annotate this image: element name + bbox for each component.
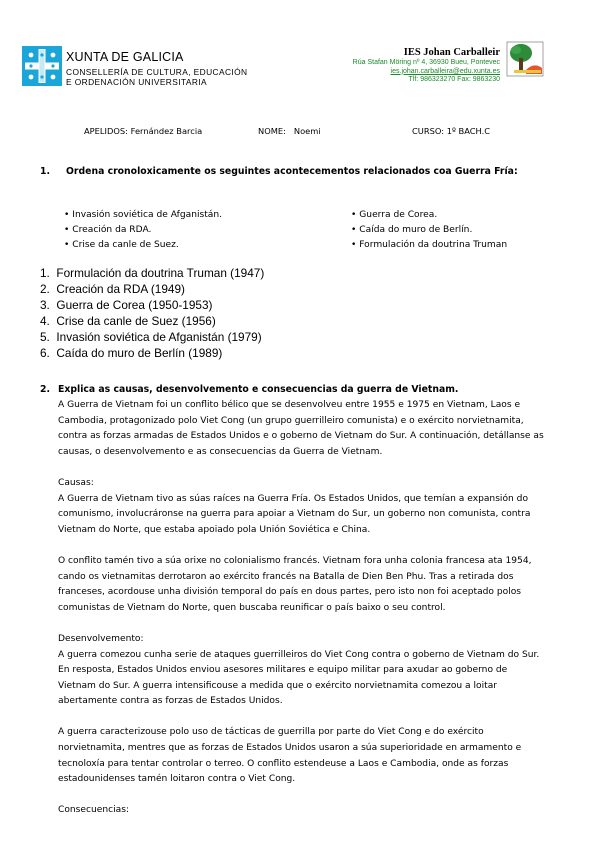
question-1-number: 1. [40, 166, 51, 177]
answer-item: 5. Invasión soviética de Afganistán (1979) [40, 330, 262, 344]
answer-item: 2. Creación da RDA (1949) [40, 282, 185, 296]
q1-bullet-left-2: • Creación da RDA. [64, 225, 152, 235]
desenvolvemento-heading: Desenvolvemento: [58, 633, 144, 644]
answer-item: 1. Formulación da doutrina Truman (1947) [40, 266, 265, 280]
apelidos-label: APELIDOS: [84, 126, 128, 136]
school-phone: Tlf: 986323270 Fax: 9863230 [408, 76, 500, 83]
curso-field [412, 126, 490, 136]
tree-logo-icon [504, 40, 546, 80]
school-contact [353, 59, 500, 85]
apelidos-value: Fernández Barcia [130, 126, 203, 136]
apelidos-field [84, 126, 202, 136]
answer-item: 4. Crise da canle de Suez (1956) [40, 314, 216, 328]
q1-bullet-left-1: • Invasión soviética de Afganistán. [64, 210, 223, 220]
question-2-number: 2. [40, 384, 51, 395]
org-title: XUNTA DE GALICIA [66, 50, 184, 64]
question-1-text: Ordena cronoloxicamente os seguintes acontecementos relacionados coa Guerra Fría: [66, 166, 518, 177]
nome-value: Noemi [293, 126, 321, 136]
school-address: Rúa Stafan Möring nº 4, 36930 Bueu, Pontevec [352, 59, 500, 66]
causas-paragraph-1: A Guerra de Vietnam tivo as súas raíces na Guerra Fría. Os Estados Unidos, que temían a expansión do comunismo, involucráronse na guerra para apoiar a Vietnam do Sur, un goberno non comunista, contra Vietnam do Norte, que estaba apoiado pola Unión Soviética e China. [58, 493, 531, 535]
desenvolvemento-paragraph-1: A guerra comezou cunha serie de ataques guerrilleiros do Viet Cong contra o goberno de Vietnam do Sur. En resposta, Estados Unidos enviou asesores militares e equipo militar para axudar ao goberno de Vietnam do Sur. A guerra intensificouse a medida que o exército norvietnamita comezou a loitar abertamente contra as forzas de Estados Unidos. [58, 649, 540, 707]
school-name: IES Johan Carballeir [403, 47, 500, 58]
causas-paragraph-2: O conflito tamén tivo a súa orixe no colonialismo francés. Vietnam fora unha colonia francesa ata 1954, cando os vietnamitas derrotaron ao exército francés na Batalla de Dien Ben Phu. Tras a retirada dos franceses, acordouse unha división temporal do país en dous partes, pero isto non foi aceptado polos comunistas de Vietnam do Norte, quen buscaba reunificar o país baixo o seu control. [58, 555, 532, 613]
school-email[interactable]: ies.johan.carballeira@edu.xunta.es [390, 67, 500, 75]
curso-value: 1º BACH.C [446, 126, 491, 136]
answer-item: 3. Guerra de Corea (1950-1953) [40, 298, 213, 312]
curso-label: CURSO: [412, 126, 445, 136]
answer-item: 6. Caída do muro de Berlín (1989) [40, 346, 223, 360]
q1-bullet-right-1: • Guerra de Corea. [351, 210, 438, 220]
consecuencias-heading: Consecuencias: [58, 805, 130, 816]
question-2-text: Explica as causas, desenvolvemento e consecuencias da guerra de Vietnam. [58, 384, 459, 395]
nome-field [258, 126, 321, 136]
desenvolvemento-paragraph-2: A guerra caracterizouse polo uso de tácticas de guerrilla por parte do Viet Cong e do exército norvietnamita, mentres que as forzas de Estados Unidos usaron a súa superioridade en armamento e tecnoloxía para tentar controlar o terreo. O conflito estendeuse a Laos e Cambodia, onde as forzas estadounidenses tamén loitaron contra o Viet Cong. [58, 727, 522, 785]
org-subtitle [66, 67, 248, 87]
q1-bullet-left-3: • Crise da canle de Suez. [64, 240, 179, 250]
causas-heading: Causas: [58, 477, 94, 488]
intro-paragraph: A Guerra de Vietnam foi un conflito bélico que se desenvolveu entre 1955 e 1975 en Vietnam, Laos e Cambodia, protagonizado polo Viet Cong (un grupo guerrilleiro comunista) e o exército norvietnamita, contra as forzas armadas de Estados Unidos e o goberno de Vietnam do Sur. A continuación, detállanse as causas, o desenvolvemento e as consecuencias da Guerra de Vietnam. [58, 400, 544, 457]
answer-2-body [58, 398, 548, 819]
org-subtitle-line1: CONSELLERÍA DE CULTURA, EDUCACIÓN [66, 67, 248, 77]
q1-bullet-right-3: • Formulación da doutrina Truman [351, 240, 508, 250]
org-subtitle-line2: E ORDENACIÓN UNIVERSITARIA [66, 77, 208, 87]
school-logo [504, 40, 546, 80]
xunta-emblem-icon [22, 46, 62, 86]
q1-bullet-right-2: • Caída do muro de Berlín. [351, 225, 473, 235]
xunta-logo [22, 46, 62, 86]
nome-label: NOME: [258, 126, 286, 136]
